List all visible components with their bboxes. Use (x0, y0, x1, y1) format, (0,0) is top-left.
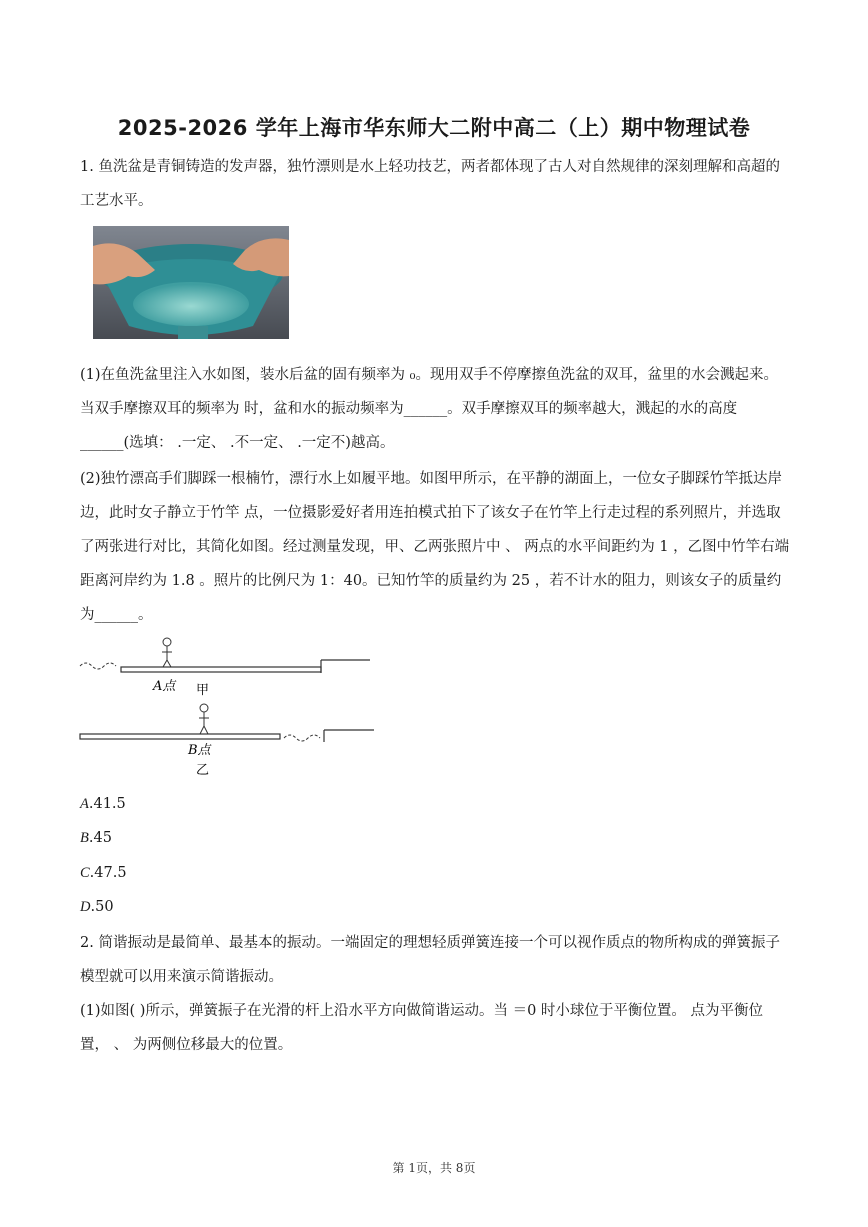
bamboo-figure (78, 630, 378, 780)
label-jia: 甲 (196, 683, 210, 698)
fish-basin-photo (93, 226, 289, 339)
q1-part2: (2)独竹漂高手们脚踩一根楠竹，漂行水上如履平地。如图甲所示，在平静的湖面上，一位女子脚踩竹竿抵达岸边，此时女子静立于竹竿 点，一位摄影爱好者用连拍模式拍下了该女子在竹竿上行走过程的系列照片，并选取了两张进行对比，其简化如图。经过测量发现，甲、乙两张照片中 、 两点的水平间距约为 1 ，乙图中竹竿右端距离河岸约为 1.8 。照片的比例尺为 1：40。已知竹竿的质量约为 25 ，若不计水的阻力，则该女子的质量约为______。 (80, 471, 790, 623)
option-a[interactable]: A.41.5 (80, 796, 126, 812)
q2-part1: (1)如图( )所示，弹簧振子在光滑的杆上沿水平方向做简谐运动。当 ＝0 时小球位于平衡位置。 点为平衡位置， 、 为两侧位移最大的位置。 (80, 1003, 764, 1053)
label-a-point: A点 (153, 679, 176, 694)
label-yi: 乙 (196, 763, 210, 778)
q1-intro: 1. 鱼洗盆是青铜铸造的发声器，独竹漂则是水上轻功技艺，两者都体现了古人对自然规律的深刻理解和高超的工艺水平。 (80, 159, 780, 209)
diagram-yi (80, 704, 374, 742)
label-b-point: B点 (188, 743, 211, 758)
option-c[interactable]: C.47.5 (80, 865, 127, 881)
page-footer: 第 1页，共 8页 (392, 1161, 476, 1175)
option-b[interactable]: B.45 (80, 830, 112, 846)
option-d[interactable]: D.50 (80, 899, 114, 915)
q2-intro: 2. 简谐振动是最简单、最基本的振动。一端固定的理想轻质弹簧连接一个可以视作质点的物所构成的弹簧振子模型就可以用来演示简谐振动。 (80, 935, 780, 985)
diagram-jia (80, 638, 370, 673)
q1-part1: (1)在鱼洗盆里注入水如图，装水后盆的固有频率为 ₀。现用双手不停摩擦鱼洗盆的双耳，盆里的水会溅起来。当双手摩擦双耳的频率为 时，盆和水的振动频率为______。双手摩擦双耳的频率越大，溅起的水的高度______(选填： .一定、 .不一定、 .一定不)越高。 (80, 367, 778, 451)
page-title: 2025-2026 学年上海市华东师大二附中高二（上）期中物理试卷 (117, 116, 751, 140)
